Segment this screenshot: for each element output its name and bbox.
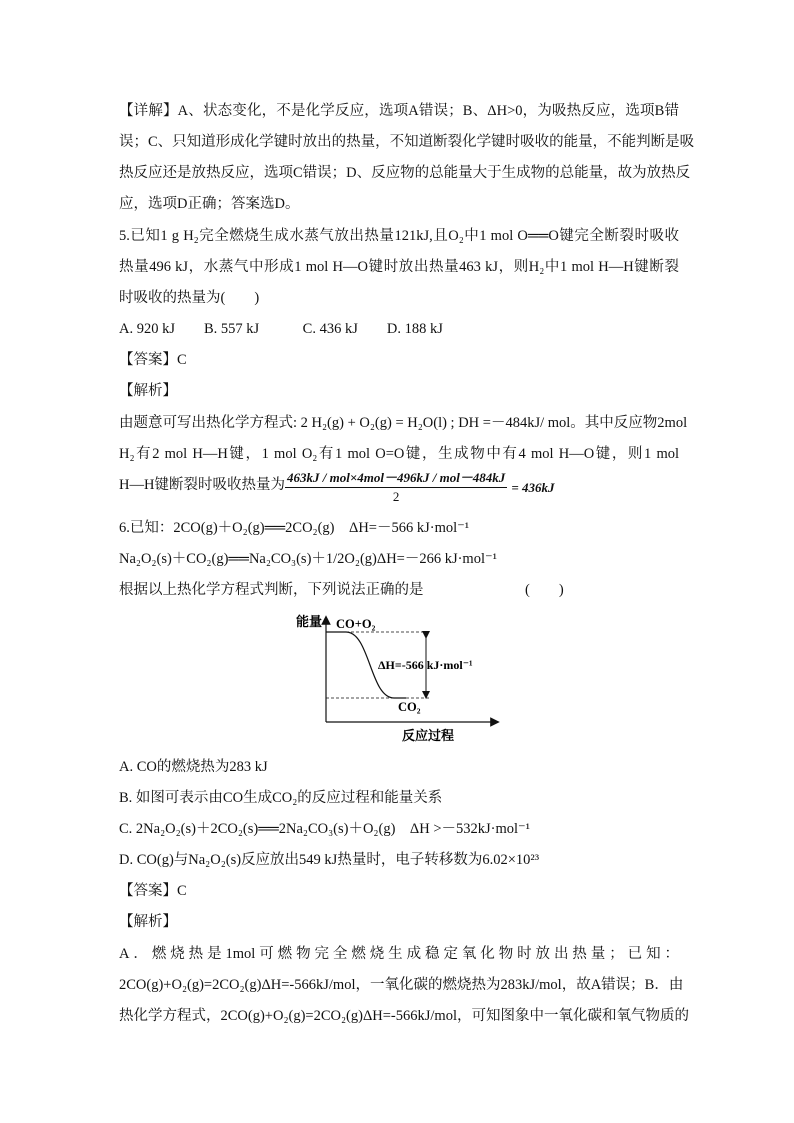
delta-h-label: ΔH=-566 kJ·mol⁻¹ — [378, 658, 473, 672]
reactant-label: CO+O₂ — [336, 617, 376, 631]
answer-label: 【答案】C — [119, 352, 187, 368]
question-6-line: 根据以上热化学方程式判断，下列说法正确的是 ( ) — [119, 582, 564, 598]
question-5-line: 5.已知1 g H₂完全燃烧生成水蒸气放出热量121kJ,且O₂中1 mol O══O键完全断裂时吸收 — [119, 228, 679, 244]
text-line: 热反应还是放热反应，选项C错误；D、反应物的总能量大于生成物的总能量，故为放热反 — [119, 165, 691, 181]
answer-label: 【答案】C — [119, 883, 187, 899]
option-c: C. 2Na₂O₂(s)＋2CO₂(s)══2Na₂CO₃(s)＋O₂(g) ΔH >－532kJ·mol⁻¹ — [119, 821, 531, 837]
question-5-line: 时吸收的热量为( ) — [119, 290, 260, 306]
calculation-fraction — [285, 469, 554, 506]
text-line: H—H键断裂时吸收热量为 — [119, 477, 285, 493]
option-d: D. CO(g)与Na₂O₂(s)反应放出549 kJ热量时，电子转移数为6.02×10²³ — [119, 852, 540, 868]
text-line: 由题意可写出热化学方程式: 2 H₂(g) + O₂(g) = H₂O(l) ; DH =－484kJ/ mol。其中反应物2mol — [119, 415, 688, 431]
x-axis-label: 反应过程 — [402, 728, 455, 743]
energy-diagram — [290, 610, 510, 745]
fraction-numerator: 463kJ / mol×4mol－496kJ / mol－484kJ — [285, 469, 507, 488]
analysis-label: 【解析】 — [119, 914, 177, 930]
text-line: 应，选项D正确；答案选D。 — [119, 196, 300, 212]
text-line: 【详解】A、状态变化，不是化学反应，选项A错误；B、ΔH>0，为吸热反应，选项B错 — [119, 103, 679, 119]
text-line: 误；C、只知道形成化学键时放出的热量，不知道断裂化学键时吸收的能量，不能判断是吸 — [119, 134, 695, 150]
question-5-options: A. 920 kJ B. 557 kJ C. 436 kJ D. 188 kJ — [119, 321, 443, 337]
fraction-result: = 436kJ — [511, 479, 555, 495]
analysis-label: 【解析】 — [119, 383, 177, 399]
y-axis-label: 能量 — [296, 614, 323, 629]
text-line: 热化学方程式，2CO(g)+O₂(g)=2CO₂(g)ΔH=-566kJ/mol，可知图象中一氧化碳和氧气物质的 — [119, 1008, 689, 1024]
text-line: 2CO(g)+O₂(g)=2CO₂(g)ΔH=-566kJ/mol，一氧化碳的燃烧热为283kJ/mol，故A错误；B．由 — [119, 977, 684, 993]
question-6-line: 6.已知：2CO(g)＋O₂(g)══2CO₂(g) ΔH=－566 kJ·mol⁻¹ — [119, 520, 470, 536]
text-line: H₂有2 mol H—H键，1 mol O₂有1 mol O=O键，生成物中有4 mol H—O键，则1 mol — [119, 446, 679, 462]
option-b: B. 如图可表示由CO生成CO₂的反应过程和能量关系 — [119, 790, 443, 806]
fraction-denominator: 2 — [392, 489, 400, 504]
question-6-line: Na₂O₂(s)＋CO₂(g)══Na₂CO₃(s)＋1/2O₂(g)ΔH=－266 kJ·mol⁻¹ — [119, 551, 497, 567]
question-5-line: 热量496 kJ，水蒸气中形成1 mol H—O键时放出热量463 kJ，则H₂中1 mol H—H键断裂 — [119, 259, 679, 275]
text-line: A．燃烧热是1mol可燃物完全燃烧生成稳定氧化物时放出热量；已知： — [119, 946, 679, 962]
product-label: CO₂ — [398, 700, 421, 714]
option-a: A. CO的燃烧热为283 kJ — [119, 759, 268, 775]
